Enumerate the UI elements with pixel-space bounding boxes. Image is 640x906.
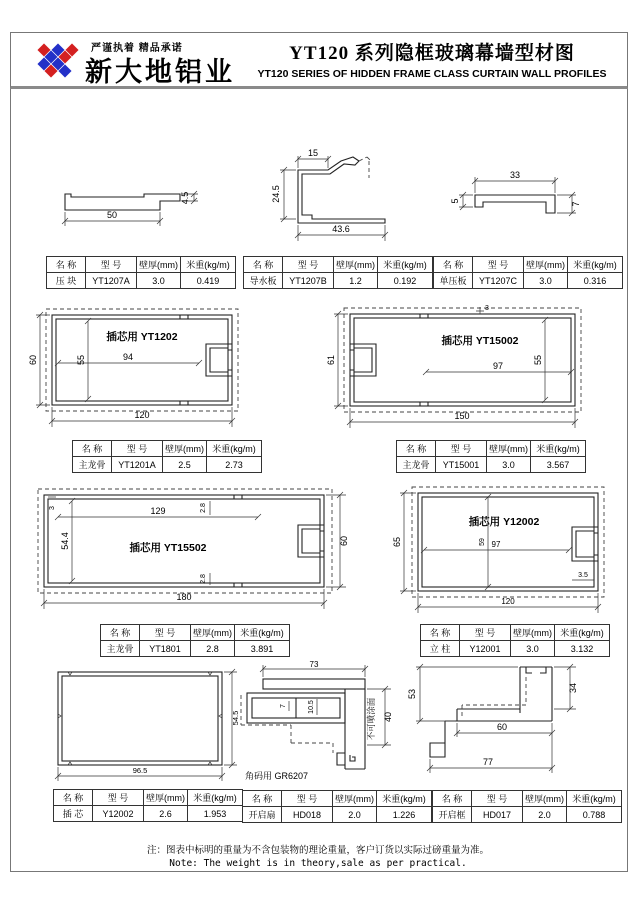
dim-label: 120 — [501, 597, 515, 606]
profile-name: 立 柱 — [421, 641, 460, 657]
profile-geometry — [412, 487, 604, 597]
title-block — [243, 38, 621, 80]
dim-label: 120 — [134, 410, 150, 420]
profile-thickness: 3.0 — [524, 273, 568, 289]
col-weight: 米重(kg/m) — [188, 790, 243, 806]
spec-table-yt1207a — [46, 256, 236, 289]
profile-thickness: 3.0 — [511, 641, 555, 657]
col-name: 名 称 — [397, 441, 436, 457]
col-weight: 米重(kg/m) — [207, 441, 262, 457]
dim-label: 55 — [533, 354, 543, 366]
dim-label: 7 — [571, 201, 581, 207]
col-thickness: 壁厚(mm) — [524, 257, 568, 273]
spec-table-yt1201a — [72, 440, 262, 473]
dim-label: 65 — [392, 536, 402, 548]
profile-name: 插 芯 — [54, 806, 93, 822]
col-thickness: 壁厚(mm) — [144, 790, 188, 806]
profile-geometry — [241, 679, 365, 769]
profile-name: 主龙骨 — [397, 457, 436, 473]
company-name: 新大地铝业 — [85, 57, 235, 87]
header — [10, 32, 628, 89]
dim-label: 3 — [485, 305, 489, 312]
col-thickness: 壁厚(mm) — [334, 257, 378, 273]
col-name: 名 称 — [47, 257, 86, 273]
dim-label: 2.8 — [200, 503, 207, 513]
col-model: 型 号 — [283, 257, 334, 273]
profile-name: 主龙骨 — [101, 641, 140, 657]
dim-label: 96.5 — [132, 766, 148, 775]
dim-label: 40 — [383, 711, 393, 723]
profile-weight: 2.73 — [207, 457, 262, 473]
col-weight: 米重(kg/m) — [378, 257, 433, 273]
footer-note — [10, 842, 626, 869]
profile-model: YT15001 — [436, 457, 487, 473]
dim-label: 15 — [307, 148, 319, 158]
profile-thickness: 2.0 — [333, 807, 377, 823]
profile-geometry — [38, 489, 332, 593]
profile-model: Y12001 — [460, 641, 511, 657]
profile-name: 开启框 — [433, 807, 472, 823]
spec-table-y12002 — [53, 789, 243, 822]
dim-label: 50 — [106, 210, 118, 220]
corner-code-label: 角码用 GR6207 — [245, 771, 309, 781]
spec-table-y12001 — [420, 624, 610, 657]
col-model: 型 号 — [473, 257, 524, 273]
col-weight: 米重(kg/m) — [555, 625, 610, 641]
dim-label: 180 — [176, 592, 192, 602]
drawing-yt1207b — [248, 148, 398, 256]
profile-thickness: 2.6 — [144, 806, 188, 822]
dim-label: 2.8 — [200, 574, 207, 584]
profile-weight: 1.953 — [188, 806, 243, 822]
col-thickness: 壁厚(mm) — [333, 791, 377, 807]
drawing-hd018 — [233, 661, 408, 783]
profile-geometry — [46, 309, 238, 411]
profile-model: YT1801 — [140, 641, 191, 657]
col-thickness: 壁厚(mm) — [487, 441, 531, 457]
profile-model: YT1207C — [473, 273, 524, 289]
dim-label: 94 — [122, 352, 134, 362]
dim-label: 3 — [49, 506, 56, 510]
col-name: 名 称 — [243, 791, 282, 807]
page-title-cn: YT120 系列隐框玻璃幕墙型材图 — [289, 43, 575, 64]
dim-label: 60 — [339, 535, 349, 547]
profile-name: 开启扇 — [243, 807, 282, 823]
col-weight: 米重(kg/m) — [568, 257, 623, 273]
dim-label: 60 — [28, 354, 38, 366]
profile-weight: 0.192 — [378, 273, 433, 289]
profile-geometry — [344, 308, 581, 412]
profile-model: HD017 — [472, 807, 523, 823]
dim-label: 129 — [150, 506, 166, 516]
dim-label: 54.4 — [60, 532, 70, 550]
col-name: 名 称 — [73, 441, 112, 457]
profile-model: YT1207B — [283, 273, 334, 289]
col-model: 型 号 — [436, 441, 487, 457]
profile-weight: 3.891 — [235, 641, 290, 657]
dim-label: 150 — [454, 411, 470, 421]
dim-label: 97 — [492, 361, 504, 371]
col-name: 名 称 — [244, 257, 283, 273]
profile-model: YT1207A — [86, 273, 137, 289]
dim-label: 59 — [479, 538, 486, 546]
col-weight: 米重(kg/m) — [567, 791, 622, 807]
profile-geometry — [475, 195, 555, 213]
col-weight: 米重(kg/m) — [235, 625, 290, 641]
col-name: 名 称 — [101, 625, 140, 641]
profile-thickness: 1.2 — [334, 273, 378, 289]
spec-table-hd017 — [432, 790, 622, 823]
profile-name: 压 块 — [47, 273, 86, 289]
profile-weight: 0.419 — [181, 273, 236, 289]
col-model: 型 号 — [140, 625, 191, 641]
col-model: 型 号 — [86, 257, 137, 273]
dim-label: 24.5 — [271, 185, 281, 203]
dim-label: 43.6 — [332, 224, 350, 234]
dim-label: 60 — [496, 722, 508, 732]
col-thickness: 壁厚(mm) — [523, 791, 567, 807]
profile-weight: 1.226 — [377, 807, 432, 823]
col-weight: 米重(kg/m) — [181, 257, 236, 273]
profile-geometry — [430, 667, 552, 757]
drawing-yt15001 — [326, 300, 600, 442]
col-model: 型 号 — [460, 625, 511, 641]
profile-thickness: 2.0 — [523, 807, 567, 823]
dim-label: 33 — [509, 170, 521, 180]
drawing-yt1207c — [430, 165, 605, 240]
col-name: 名 称 — [54, 790, 93, 806]
drawing-y12002 — [40, 666, 240, 784]
spec-table-yt1207c — [433, 256, 623, 289]
drawing-yt1207a — [40, 158, 210, 253]
surface-note-label: 不可喷涂面 — [366, 697, 376, 741]
profile-geometry — [65, 194, 180, 210]
dim-label: 55 — [76, 354, 86, 366]
profile-name: 单压板 — [434, 273, 473, 289]
drawing-y12001 — [392, 483, 626, 618]
profile-weight: 0.316 — [568, 273, 623, 289]
page-title-en: YT120 SERIES OF HIDDEN FRAME CLASS CURTAIN WALL PROFILES — [257, 68, 607, 80]
dim-label: 10.5 — [308, 700, 315, 714]
profile-geometry — [58, 672, 222, 765]
dim-label: 34 — [568, 682, 578, 694]
profile-usage-label: 插芯用 YT15002 — [441, 335, 519, 347]
profile-model: HD018 — [282, 807, 333, 823]
spec-table-yt15001 — [396, 440, 586, 473]
profile-weight: 0.788 — [567, 807, 622, 823]
dim-label: 73 — [309, 660, 319, 669]
dim-label: 97 — [491, 540, 501, 549]
dim-label: 7 — [280, 704, 287, 708]
profile-thickness: 3.0 — [487, 457, 531, 473]
col-name: 名 称 — [421, 625, 460, 641]
drawing-yt1201a — [30, 300, 265, 442]
col-thickness: 壁厚(mm) — [511, 625, 555, 641]
profile-name: 主龙骨 — [73, 457, 112, 473]
profile-thickness: 2.8 — [191, 641, 235, 657]
dim-label: 4.5 — [180, 191, 190, 205]
company-logo — [31, 42, 83, 84]
profile-usage-label: 插芯用 YT1202 — [106, 331, 178, 343]
col-weight: 米重(kg/m) — [377, 791, 432, 807]
profile-weight: 3.132 — [555, 641, 610, 657]
col-model: 型 号 — [112, 441, 163, 457]
profile-usage-label: 插芯用 YT15502 — [129, 542, 207, 554]
profile-geometry — [298, 157, 385, 223]
dim-label: 5 — [450, 198, 460, 204]
note-english: Note: The weight is in theory,sale as per practical. — [169, 858, 467, 869]
profile-thickness: 3.0 — [137, 273, 181, 289]
col-model: 型 号 — [472, 791, 523, 807]
col-name: 名 称 — [433, 791, 472, 807]
profile-model: Y12002 — [93, 806, 144, 822]
company-tagline: 严谨执着 精品承诺 — [91, 43, 183, 54]
dim-label: 3.5 — [578, 572, 588, 579]
spec-table-yt1207b — [243, 256, 433, 289]
dim-label: 54.5 — [231, 710, 240, 726]
col-weight: 米重(kg/m) — [531, 441, 586, 457]
profile-model: YT1201A — [112, 457, 163, 473]
profile-thickness: 2.5 — [163, 457, 207, 473]
profile-weight: 3.567 — [531, 457, 586, 473]
col-model: 型 号 — [282, 791, 333, 807]
col-thickness: 壁厚(mm) — [191, 625, 235, 641]
dim-label: 77 — [482, 757, 494, 767]
col-thickness: 壁厚(mm) — [137, 257, 181, 273]
dim-label: 53 — [407, 688, 417, 700]
col-thickness: 壁厚(mm) — [163, 441, 207, 457]
col-name: 名 称 — [434, 257, 473, 273]
drawing-hd017 — [400, 661, 627, 783]
profile-usage-label: 插芯用 Y12002 — [468, 516, 540, 528]
profile-name: 导水板 — [244, 273, 283, 289]
drawing-yt1801 — [28, 483, 358, 618]
col-model: 型 号 — [93, 790, 144, 806]
spec-table-yt1801 — [100, 624, 290, 657]
spec-table-hd018 — [242, 790, 432, 823]
dim-label: 61 — [326, 354, 336, 366]
note-chinese: 注：图表中标明的重量为不含包装物的理论重量，客户订货以实际过磅重量为准。 — [146, 845, 489, 856]
